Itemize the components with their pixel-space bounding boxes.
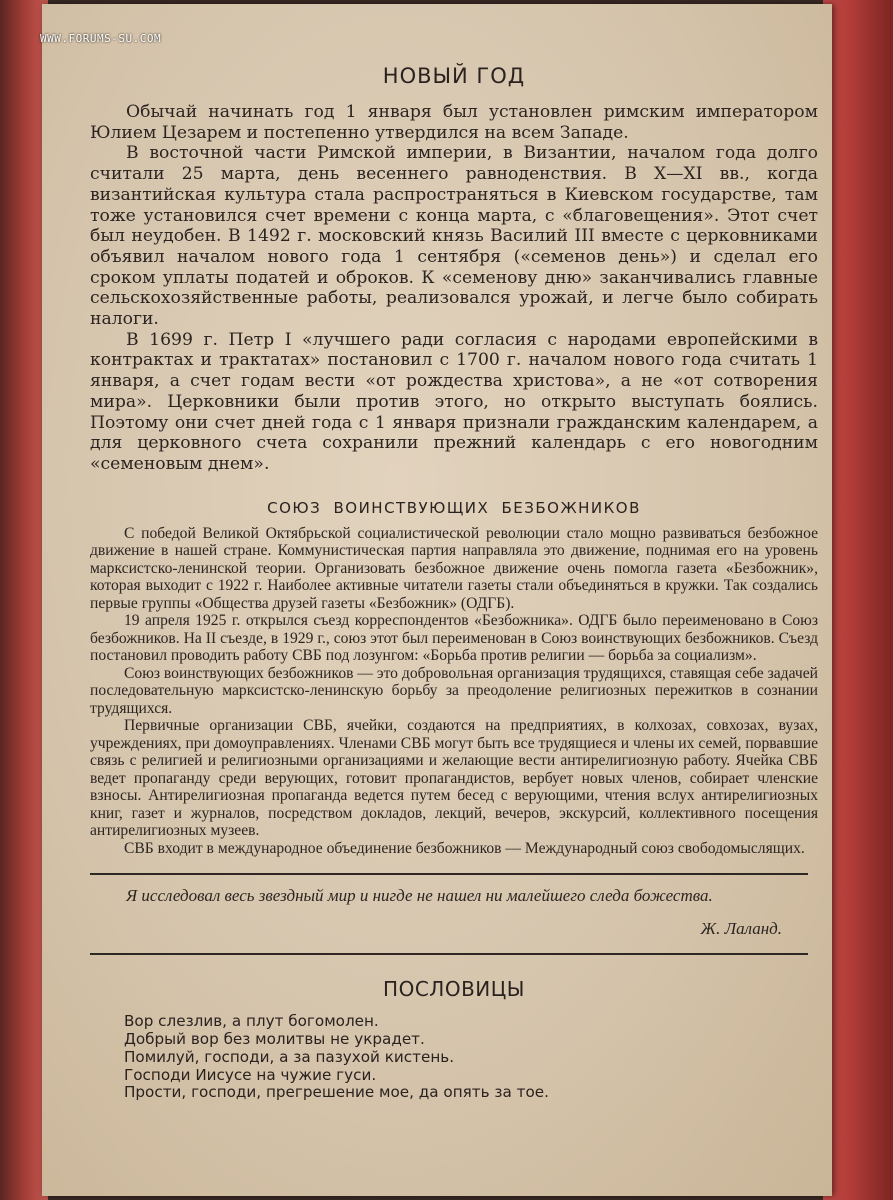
proverbs-section [90, 977, 818, 1102]
watermark: WWW.FORUMS-SU.COM [40, 32, 162, 45]
new-year-paragraph: Обычай начинать год 1 января был установлен римским императором Юлием Цезарем и постепенно утвердился на всем Западе. [90, 102, 818, 143]
book-cover-left-edge [0, 0, 48, 1200]
proverbs-title: ПОСЛОВИЦЫ [383, 977, 525, 1002]
proverbs-list [90, 1013, 818, 1102]
proverb-item: Господи Иисусе на чужие гуси. [124, 1065, 377, 1084]
proverb-item: Добрый вор без молитвы не украдет. [124, 1029, 425, 1048]
union-title: СОЮЗ ВОИНСТВУЮЩИХ БЕЗБОЖНИКОВ [267, 498, 641, 517]
new-year-paragraph: В 1699 г. Петр I «лучшего ради согласия с народами европейскими в контрактах и трактатах» постановил с 1700 г. началом нового года считать 1 января, а счет годам вести «от рождества христова», а не «от сотворения мира». Церковники были против этого, но открыто выступать боялись. Поэтому они счет дней года с 1 января признали гражданским календарем, а для церковного счета сохранили прежний календарь с его новогодним «семеновым днем». [90, 329, 818, 474]
proverb-item: Вор слезлив, а плут богомолен. [124, 1012, 379, 1031]
union-paragraph: Первичные организации СВБ, ячейки, создаются на предприятиях, в колхозах, совхозах, вузах, учреждениях, при домоуправлениях. Членами СВБ могут быть все трудящиеся и члены их семей, порвавшие связь с религией и религиозными организациями и желающие вести антирелигиозную работу. Ячейка СВБ ведет пропаганду среди верующих, готовит пропагандистов, вербует новых членов, собирает членские взносы. Антирелигиозная пропаганда ведется путем бесед с верующими, чтения вслух антирелигиозных книг, газет и журналов, посредством докладов, лекций, вечеров, экскурсий, коллективного посещения антирелигиозных музеев. [90, 717, 818, 840]
union-paragraph: 19 апреля 1925 г. открылся съезд корреспондентов «Безбожника». ОДГБ было переименовано в Союз безбожников. На II съезде, в 1929 г., союз этот был переименован в Союз воинствующих безбожников. Съезд постановил проводить работу СВБ под лозунгом: «Борьба против религии — борьба за социализм». [90, 612, 818, 665]
divider-top [90, 873, 808, 875]
new-year-section [90, 64, 818, 475]
quote-text: Я исследовал весь звездный мир и нигде не нашел ни малейшего следа божества. [126, 886, 713, 906]
union-paragraph: С победой Великой Октябрьской социалистической революции стало мощно развиваться безбожное движение в нашей стране. Коммунистическая партия направляла это движение, поднимая его на уровень марксистско-ленинской теории. Организовать безбожное движение очень помогла газета «Безбожник», которая выходит с 1922 г. Наиболее активные читатели газеты стали объединяться в кружки. Так создались первые группы «Общества друзей газеты «Безбожник» (ОДГБ). [90, 524, 818, 612]
proverb-item: Прости, господи, прегрешение мое, да опять за тое. [124, 1083, 549, 1102]
new-year-title: НОВЫЙ ГОД [382, 64, 526, 88]
new-year-paragraph: В восточной части Римской империи, в Византии, началом года долго считали 25 марта, день весеннего равноденствия. В X—XI вв., когда византийская культура стала распространяться в Киевском государстве, там тоже установился счет времени с конца марта, с «благовещения». Этот счет был неудобен. В 1492 г. московский князь Василий III вместе с церковниками объявил началом нового года 1 сентября («семенов день») и сделал его сроком уплаты податей и оброков. К «семенову дню» заканчивались главные сельскохозяйственные работы, реализовался урожай, и легче было собирать налоги. [90, 143, 818, 330]
union-paragraph: СВБ входит в международное объединение безбожников — Международный союз свободомыслящих. [124, 839, 805, 857]
union-section [90, 499, 818, 858]
divider-bottom [90, 953, 808, 955]
book-page [42, 4, 832, 1196]
proverb-item: Помилуй, господи, а за пазухой кистень. [124, 1047, 455, 1066]
union-paragraph: Союз воинствующих безбожников — это добровольная организация трудящихся, ставящая себе задачей последовательную марксистско-ленинскую борьбу за преодоление религиозных пережитков в сознании трудящихся. [90, 664, 818, 717]
quote-author: Ж. Лаланд. [700, 919, 782, 939]
book-cover-right-edge [823, 0, 893, 1200]
page-content [90, 64, 818, 1102]
